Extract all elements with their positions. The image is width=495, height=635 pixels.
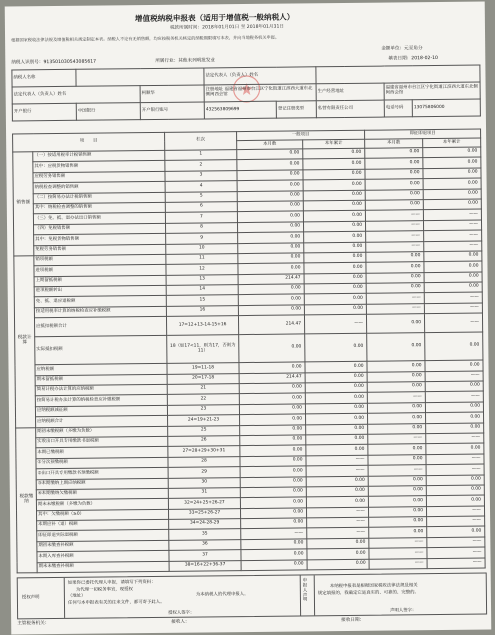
row-value: 0.00	[366, 252, 424, 263]
row-line-no: 10	[166, 243, 238, 254]
row-value: 0.00	[240, 497, 306, 508]
general-month-header: 本月数	[237, 140, 303, 150]
row-value: ——	[427, 506, 485, 517]
row-line-no: 13	[166, 274, 238, 285]
row-item: 其中：免税货物销售额	[34, 233, 166, 245]
row-line-no: 37	[169, 550, 241, 561]
row-line-no: 17=12+13-14-15+16	[166, 316, 238, 336]
row-line-no: 3	[165, 170, 237, 181]
row-value: 0.00	[426, 443, 484, 454]
row-value: 0.00	[237, 211, 303, 222]
row-value: 0.00	[365, 158, 423, 169]
bank-label: 开户银行	[12, 103, 76, 121]
row-value: 0.00	[369, 506, 427, 517]
form-title: 增值税纳税申报表（适用于增值税一般纳税人）	[134, 12, 295, 24]
row-value: 0.00	[239, 393, 305, 404]
row-value: 0.00	[303, 211, 365, 222]
row-value: 0.00	[426, 495, 484, 506]
row-item: （一）按适用税率计税销售额	[33, 150, 165, 162]
row-value: 0.00	[304, 294, 366, 305]
row-item: 其中：欠缴税额（≥0）	[37, 509, 169, 521]
row-value: 0.00	[240, 456, 306, 467]
row-value: ——	[427, 547, 485, 558]
row-value: 0.00	[426, 423, 484, 434]
row-value: ——	[307, 507, 369, 518]
refund-cumulative-header: 本年累计	[423, 138, 481, 148]
row-item: 按简易计税办法计算的纳税检查应补缴税额	[35, 395, 167, 407]
row-line-no: 28	[168, 456, 240, 467]
row-value: 0.00	[306, 497, 368, 508]
bank-value: 中国银行	[76, 103, 140, 121]
row-value: 0.00	[241, 508, 307, 519]
row-value: 0.00	[304, 304, 366, 315]
row-value: ——	[241, 528, 307, 539]
row-value: 0.00	[303, 179, 365, 190]
taxpayer-id: 纳税人识别号：913501030543085617	[11, 59, 97, 66]
row-item: 期初未缴查补税额	[37, 540, 169, 552]
auth-text-5: 任何与本申报表有关的往来文件，都可寄予此人。	[67, 599, 165, 606]
row-value: 0.00	[427, 527, 485, 538]
row-value: 0.00	[425, 402, 483, 413]
row-value: 0.00	[238, 294, 304, 305]
row-value: 0.00	[306, 434, 368, 445]
row-value: 0.00	[241, 518, 307, 529]
row-value: 0.00	[423, 189, 481, 200]
row-value: 0.00	[241, 560, 307, 571]
row-value: 0.00	[303, 169, 365, 180]
row-line-no: 34=24-28-29	[169, 519, 241, 530]
row-item: 进项税额	[34, 265, 166, 277]
row-value: 0.00	[423, 178, 481, 189]
row-value: 0.00	[368, 423, 426, 434]
row-value: 0.00	[423, 147, 481, 158]
row-line-no: 12	[166, 264, 238, 275]
row-item: 纳税检查调整的销售额	[33, 182, 165, 194]
row-line-no: 20=17-18	[167, 373, 239, 384]
row-value: 0.00	[367, 361, 425, 372]
row-item: 简易计税办法计算的应纳税额	[35, 384, 167, 396]
phone-label: 电话号码	[384, 100, 412, 117]
row-value: 0.00	[425, 381, 483, 392]
row-value: ——	[369, 548, 427, 559]
row-line-no: 5	[165, 191, 237, 202]
row-item: ③本期缴纳上期应纳税额	[36, 478, 168, 490]
row-value: 0.00	[365, 200, 423, 211]
row-value: 0.00	[238, 284, 304, 295]
row-value: ——	[426, 433, 484, 444]
row-value: 0.00	[304, 273, 366, 284]
row-item: ②出口开具专用缴款书预缴税额	[36, 467, 168, 479]
row-value: ——	[366, 220, 424, 231]
row-line-no: 35	[169, 529, 241, 540]
row-line-no: 19=11-18	[167, 363, 239, 374]
row-value: 0.00	[367, 314, 425, 333]
row-item: 期末未缴税额（多缴为负数）	[36, 499, 168, 511]
row-value: 0.00	[239, 404, 305, 415]
row-value: 0.00	[425, 332, 483, 361]
row-value: ——	[366, 231, 424, 242]
section-label: 税款缴纳	[16, 427, 38, 573]
biz-address-value: 福建省福州市台江区宁化街道江滨西大道东北侧闽西会馆	[384, 82, 480, 100]
item-header: 项 目	[13, 132, 165, 152]
row-value: 0.00	[307, 538, 369, 549]
row-value: 0.00	[238, 253, 304, 264]
auth-text-3: （地址）	[67, 593, 86, 599]
auth-text-2: 为代理一切税务事宜，现授权	[75, 587, 133, 593]
row-line-no: 6	[165, 202, 237, 213]
row-line-no: 31	[168, 488, 240, 499]
row-value: ——	[424, 220, 482, 231]
decl-label: 申报人声明	[302, 578, 308, 603]
row-item: 进项税额转出	[34, 285, 166, 297]
row-value: 0.00	[238, 305, 304, 316]
legal-rep-label: 法定代表人（负责人）姓名	[204, 67, 316, 85]
row-item: 应纳税额	[35, 364, 167, 376]
legal-rep-label-row: 法定代表人（负责人）姓名	[12, 86, 140, 104]
row-value: 0.00	[240, 466, 306, 477]
row-item: 其中：纳税检查调整的销售额	[33, 202, 165, 214]
line-header: 栏次	[165, 132, 237, 151]
row-line-no: 16	[166, 305, 238, 316]
row-value: ——	[425, 371, 483, 382]
row-item: 应抵扣税额合计	[34, 317, 166, 337]
row-value: 0.00	[368, 454, 426, 465]
row-line-no: 11	[166, 254, 238, 265]
row-value: ——	[368, 465, 426, 476]
row-line-no: 2	[165, 160, 237, 171]
row-line-no: 21	[167, 384, 239, 395]
row-value: ——	[369, 558, 427, 569]
row-value: 0.00	[365, 168, 423, 179]
row-value: 0.00	[239, 362, 305, 373]
tax-return-form	[5, 2, 492, 635]
decl-text-1: 本纳税申报表是根据国家税收法律法规及相关	[329, 583, 418, 590]
row-line-no: 4	[165, 181, 237, 192]
refund-header: 即征即退项目	[365, 129, 481, 139]
row-line-no: 29	[168, 467, 240, 478]
row-value: 0.00	[368, 496, 426, 507]
row-line-no: 1	[165, 150, 237, 161]
row-item: 实收出口开具专用缴款书退税额	[36, 436, 168, 448]
biz-address-label: 生产经营地址	[316, 83, 384, 101]
row-item: ①分次预缴税额	[36, 457, 168, 469]
row-value: 0.00	[240, 476, 306, 487]
row-item: 其中：应税货物销售额	[33, 161, 165, 173]
row-value: 0.00	[237, 201, 303, 212]
row-value: 0.00	[366, 283, 424, 294]
row-value: 214.47	[239, 373, 305, 384]
row-value: 0.00	[365, 179, 423, 190]
fill-date: 填表日期：2018-02-10	[388, 55, 438, 62]
row-value: 0.00	[304, 252, 366, 263]
legal-rep-value	[316, 65, 480, 84]
row-line-no: 36	[169, 539, 241, 550]
row-item: 即征即退实际退税额	[37, 530, 169, 542]
row-item: 期末留抵税额	[35, 374, 167, 386]
row-value: 0.00	[303, 159, 365, 170]
row-value: ——	[425, 391, 483, 402]
row-value: 0.00	[369, 517, 427, 528]
row-value: 214.47	[238, 315, 304, 334]
row-value: 0.00	[304, 263, 366, 274]
row-value: 0.00	[424, 251, 482, 262]
row-value: 0.00	[305, 382, 367, 393]
row-line-no: 26	[168, 436, 240, 447]
row-value: ——	[424, 230, 482, 241]
decl-text-2: 规定填报的，我确定它是真实的、可靠的、完整的。	[317, 590, 419, 597]
industry: 所属行业：其他未列明批发业	[155, 58, 216, 64]
auth-text-1: 如果你已委托代理人申报，请填写下列资料：	[67, 579, 156, 586]
row-line-no: 38=16+22+36-37	[169, 560, 241, 571]
section-label: 税款计算	[14, 256, 36, 428]
row-value: 0.00	[240, 487, 306, 498]
row-item: 本期应补（退）税额	[37, 519, 169, 531]
row-item: 按适用税率计算的纳税检查应补缴税额	[34, 306, 166, 318]
row-line-no: 33=25+26-27	[169, 508, 241, 519]
row-value: 0.00	[305, 403, 367, 414]
row-value: 0.00	[367, 333, 425, 362]
row-line-no: 32=24+25+26-27	[168, 498, 240, 509]
row-line-no: 22	[167, 394, 239, 405]
row-value: 0.00	[306, 424, 368, 435]
row-value: 0.00	[306, 445, 368, 456]
row-value: 0.00	[240, 424, 306, 435]
row-value: 0.00	[367, 382, 425, 393]
receiver: 接收人：	[171, 619, 190, 625]
row-value: 0.00	[305, 333, 367, 362]
tax-period: 税款所属时间：2018年01月01日 至 2018年01月31日	[169, 24, 284, 31]
row-item: 免、抵、退应退税额	[34, 296, 166, 308]
auth-label: 授权声明	[21, 595, 40, 601]
row-value: ——	[366, 293, 424, 304]
row-value: 0.00	[306, 413, 368, 424]
row-value: ——	[427, 537, 485, 548]
row-value: 0.00	[367, 402, 425, 413]
row-item: 期初未缴税额（多缴为负数）	[36, 426, 168, 438]
reg-address: 注册地址 福建省福州市台江区宁化街道江滨西大道东北侧闽西会馆	[204, 84, 316, 102]
row-value: 0.00	[237, 159, 303, 170]
tax-calculation-table	[12, 129, 486, 574]
form-intro: 根据国家税收法律法规及增值税相关规定制定本表。纳税人不论有无销售额，均应按税务机关核定的纳税期限填写本表，并向当地税务机关申报。	[11, 34, 280, 43]
taxpayer-name-label: 纳税人名称	[12, 69, 76, 87]
auth-signer: 授权人签字：	[168, 610, 195, 616]
row-value: 0.00	[237, 180, 303, 191]
row-value: 0.00	[423, 168, 481, 179]
row-value: ——	[427, 558, 485, 569]
receive-date: 接收日期：	[341, 617, 365, 624]
row-value: 0.00	[366, 262, 424, 273]
row-line-no: 18（如17<11，则为17，否则为11）	[167, 335, 239, 364]
row-line-no: 24=19+21-23	[168, 415, 240, 426]
row-line-no: 9	[166, 233, 238, 244]
row-value: 0.00	[368, 486, 426, 497]
row-item: 本期已缴税额	[36, 447, 168, 459]
row-value: 214.47	[238, 274, 304, 285]
row-value: ——	[366, 304, 424, 315]
row-value: 0.00	[366, 272, 424, 283]
row-value: 0.00	[368, 475, 426, 486]
row-value: ——	[307, 517, 369, 528]
row-value: 0.00	[304, 221, 366, 232]
row-value: 0.00	[425, 360, 483, 371]
row-line-no: 25	[168, 425, 240, 436]
row-value: 0.00	[423, 199, 481, 210]
amount-unit: 金额单位：元至角分	[381, 46, 423, 52]
phone-value: 13075806000	[412, 99, 480, 117]
row-value: ——	[366, 241, 424, 252]
row-value: 0.00	[240, 445, 306, 456]
row-value: 0.00	[304, 283, 366, 294]
row-item: 应纳税额减征额	[35, 405, 167, 417]
account-value: 432563809699	[204, 101, 276, 119]
row-value: 0.00	[424, 261, 482, 272]
row-value: ——	[424, 313, 482, 332]
row-value: 0.00	[426, 485, 484, 496]
row-line-no: 30	[168, 477, 240, 488]
row-value: 0.00	[305, 393, 367, 404]
taxpayer-info-table	[11, 65, 481, 122]
row-value: 0.00	[306, 476, 368, 487]
row-value: ——	[426, 454, 484, 465]
declaration-section	[17, 573, 487, 620]
row-value: 0.00	[307, 559, 369, 570]
row-value: 0.00	[238, 263, 304, 274]
row-item: （四）免税销售额	[34, 223, 166, 235]
row-item: 应税劳务销售额	[33, 171, 165, 183]
row-item: （三）免、抵、退办法出口销售额	[33, 213, 165, 225]
row-value: ——	[304, 315, 366, 334]
row-value: ——	[424, 241, 482, 252]
account-label: 开户银行账号	[140, 102, 204, 120]
row-value: 0.00	[241, 549, 307, 560]
row-value: 0.00	[237, 149, 303, 160]
row-value: 0.00	[303, 190, 365, 201]
row-item: 上期留抵税额	[34, 275, 166, 287]
refund-month-header: 本月数	[365, 139, 423, 149]
row-value: 0.00	[369, 527, 427, 538]
row-line-no: 23	[167, 404, 239, 415]
row-item: 实际抵扣税额	[35, 335, 167, 365]
tax-officer: 主管税务机关：	[17, 621, 50, 627]
row-value: 0.00	[238, 222, 304, 233]
general-cumulative-header: 本年累计	[303, 139, 365, 149]
row-value: 0.00	[365, 148, 423, 159]
row-value: 0.00	[426, 475, 484, 486]
row-value: 0.00	[426, 412, 484, 423]
row-value: 0.00	[304, 242, 366, 253]
row-value: ——	[424, 293, 482, 304]
row-value: ——	[423, 209, 481, 220]
row-item: ④本期缴纳欠缴税额	[36, 488, 168, 500]
decl-signer: 声明人签字：	[390, 608, 417, 614]
row-value: 0.00	[304, 231, 366, 242]
row-value: 0.00	[305, 361, 367, 372]
row-value: 0.00	[240, 414, 306, 425]
row-line-no: 14	[166, 285, 238, 296]
row-value: 0.00	[237, 170, 303, 181]
row-value: ——	[424, 303, 482, 314]
row-value: 0.00	[368, 444, 426, 455]
row-value: 0.00	[305, 372, 367, 383]
row-value: 0.00	[368, 413, 426, 424]
row-value: 0.00	[303, 148, 365, 159]
row-value: ——	[427, 516, 485, 527]
row-value: 0.00	[306, 486, 368, 497]
reg-type-label: 登记注册类型	[276, 101, 316, 118]
row-value: 0.00	[239, 334, 305, 363]
row-line-no: 8	[166, 222, 238, 233]
row-item: （二）按简易办法计税销售额	[33, 192, 165, 204]
row-value: ——	[306, 465, 368, 476]
taxpayer-name-value	[76, 68, 204, 86]
row-line-no: 27=28+29+30+31	[168, 446, 240, 457]
legal-rep-name: 柯顺华	[140, 85, 204, 103]
row-value: ——	[307, 528, 369, 539]
row-value: 0.00	[239, 383, 305, 394]
row-item: 期末未缴查补税额	[37, 561, 169, 573]
row-value: 0.00	[238, 232, 304, 243]
row-value: 0.00	[365, 189, 423, 200]
row-value: 0.00	[307, 549, 369, 560]
row-value: 0.00	[303, 200, 365, 211]
row-value: ——	[367, 392, 425, 403]
row-item: 免税劳务销售额	[34, 244, 166, 256]
row-value: 0.00	[424, 282, 482, 293]
auth-text-4: 为本纳税人的代理申报人，	[195, 592, 249, 598]
row-value: 0.00	[367, 371, 425, 382]
row-line-no: 15	[166, 295, 238, 306]
row-value: ——	[426, 464, 484, 475]
section-label: 销售额	[13, 152, 34, 256]
row-value: 0.00	[237, 190, 303, 201]
reg-type-value: 私营有限责任公司	[316, 100, 384, 118]
row-value: ——	[368, 434, 426, 445]
row-line-no: 7	[165, 212, 237, 223]
general-header: 一般项目	[237, 130, 365, 140]
row-value: 0.00	[240, 435, 306, 446]
row-value: 0.00	[241, 539, 307, 550]
row-value: ——	[306, 455, 368, 466]
row-value: ——	[365, 210, 423, 221]
row-item: 应纳税额合计	[36, 416, 168, 428]
row-item: 销项税额	[34, 254, 166, 266]
row-value: 0.00	[238, 242, 304, 253]
row-value: 0.00	[424, 272, 482, 283]
row-value: 0.00	[423, 157, 481, 168]
row-value: ——	[369, 538, 427, 549]
row-item: 本期入库查补税额	[37, 551, 169, 563]
